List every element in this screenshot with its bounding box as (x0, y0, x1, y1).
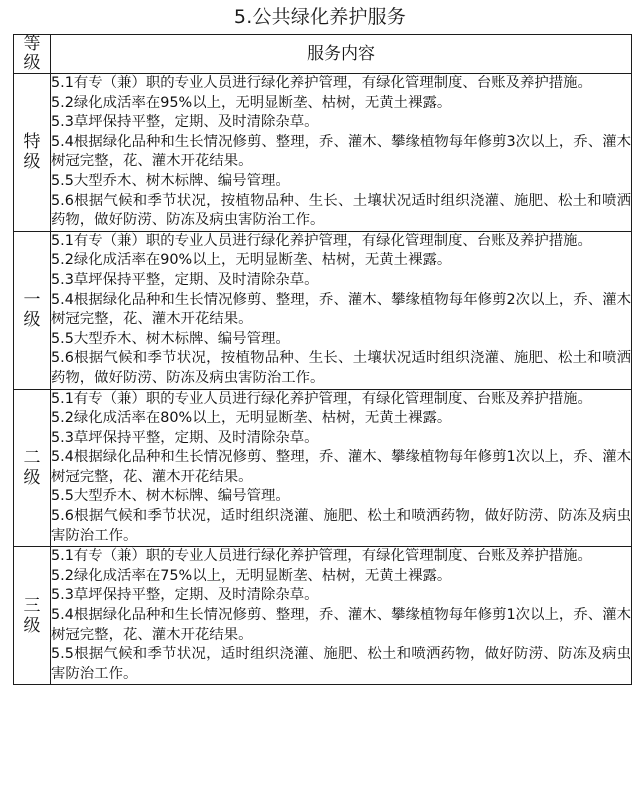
grade-label-char-1: 三 (23, 595, 41, 616)
service-item: 5.5大型乔木、树木标牌、编号管理。 (51, 172, 290, 189)
grade-cell-special (14, 74, 51, 232)
service-item: 5.4根据绿化品种和生长情况修剪、整理，乔、灌木、攀缘植物每年修剪2次以上，乔、灌木树冠完整，花、灌木开花结果。 (51, 291, 631, 328)
service-item: 5.2绿化成活率在80%以上，无明显断垄、枯树，无黄土裸露。 (51, 410, 452, 427)
grade-label-char-1: 二 (23, 447, 41, 468)
service-item: 5.3草坪保持平整，定期、及时清除杂草。 (51, 114, 319, 131)
grade-cell-level-3 (14, 547, 51, 685)
service-item: 5.5根据气候和季节状况，适时组织浇灌、施肥、松土和喷洒药物，做好防涝、防冻及病虫害防治工作。 (51, 646, 631, 682)
service-item: 5.5大型乔木、树木标牌、编号管理。 (51, 488, 290, 505)
service-item: 5.5大型乔木、树木标牌、编号管理。 (51, 330, 290, 347)
content-cell-special (51, 74, 632, 232)
public-greening-maintenance-table (13, 34, 632, 685)
service-item: 5.3草坪保持平整，定期、及时清除杂草。 (51, 271, 319, 288)
service-item: 5.4根据绿化品种和生长情况修剪、整理，乔、灌木、攀缘植物每年修剪3次以上，乔、灌木树冠完整，花、灌木开花结果。 (51, 133, 631, 170)
service-item: 5.6根据气候和季节状况，适时组织浇灌、施肥、松土和喷洒药物，做好防涝、防冻及病虫害防治工作。 (51, 508, 631, 544)
content-cell-level-2 (51, 389, 632, 547)
column-header-grade (14, 35, 51, 74)
table-header-row (14, 35, 632, 74)
content-cell-level-1 (51, 231, 632, 389)
service-item: 5.6根据气候和季节状况，按植物品种、生长、土壤状况适时组织浇灌、施肥、松土和喷洒药物，做好防涝、防冻及病虫害防治工作。 (51, 192, 631, 229)
table-row (14, 74, 632, 232)
grade-label-char-2: 级 (23, 615, 41, 636)
service-item: 5.4根据绿化品种和生长情况修剪、整理，乔、灌木、攀缘植物每年修剪1次以上，乔、灌木树冠完整，花、灌木开花结果。 (51, 607, 631, 643)
content-cell-level-3 (51, 547, 632, 685)
service-item: 5.2绿化成活率在90%以上，无明显断垄、枯树，无黄土裸露。 (51, 252, 452, 269)
grade-label-char-2: 级 (23, 152, 41, 173)
grade-cell-level-1 (14, 231, 51, 389)
grade-label-char-1: 特 (23, 132, 41, 153)
service-item: 5.2绿化成活率在95%以上，无明显断垄、枯树，无黄土裸露。 (51, 94, 452, 111)
column-header-content: 服务内容 (51, 35, 632, 74)
service-item: 5.2绿化成活率在75%以上，无明显断垄、枯树，无黄土裸露。 (51, 567, 452, 584)
service-item: 5.1有专（兼）职的专业人员进行绿化养护管理，有绿化管理制度、台账及养护措施。 (51, 390, 592, 407)
grade-cell-level-2 (14, 389, 51, 547)
service-item: 5.1有专（兼）职的专业人员进行绿化养护管理，有绿化管理制度、台账及养护措施。 (51, 75, 592, 91)
table-row (14, 389, 632, 547)
service-item: 5.4根据绿化品种和生长情况修剪、整理，乔、灌木、攀缘植物每年修剪1次以上，乔、灌木树冠完整，花、灌木开花结果。 (51, 449, 631, 485)
table-row (14, 547, 632, 685)
page-title: 5.公共绿化养护服务 (233, 6, 407, 28)
service-item: 5.3草坪保持平整，定期、及时清除杂草。 (51, 429, 319, 446)
service-item: 5.6根据气候和季节状况，按植物品种、生长、土壤状况适时组织浇灌、施肥、松土和喷洒药物，做好防涝、防冻及病虫害防治工作。 (51, 350, 631, 386)
grade-label-char-1: 一 (23, 290, 41, 311)
grade-label-char-2: 级 (23, 467, 41, 488)
service-item: 5.3草坪保持平整，定期、及时清除杂草。 (51, 587, 319, 604)
service-item: 5.1有专（兼）职的专业人员进行绿化养护管理，有绿化管理制度、台账及养护措施。 (51, 232, 592, 249)
service-item: 5.1有专（兼）职的专业人员进行绿化养护管理，有绿化管理制度、台账及养护措施。 (51, 548, 592, 565)
grade-label-char-2: 级 (23, 310, 41, 331)
column-header-grade-char-1: 等 (23, 34, 41, 54)
column-header-grade-char-2: 级 (23, 53, 41, 73)
table-row (14, 231, 632, 389)
